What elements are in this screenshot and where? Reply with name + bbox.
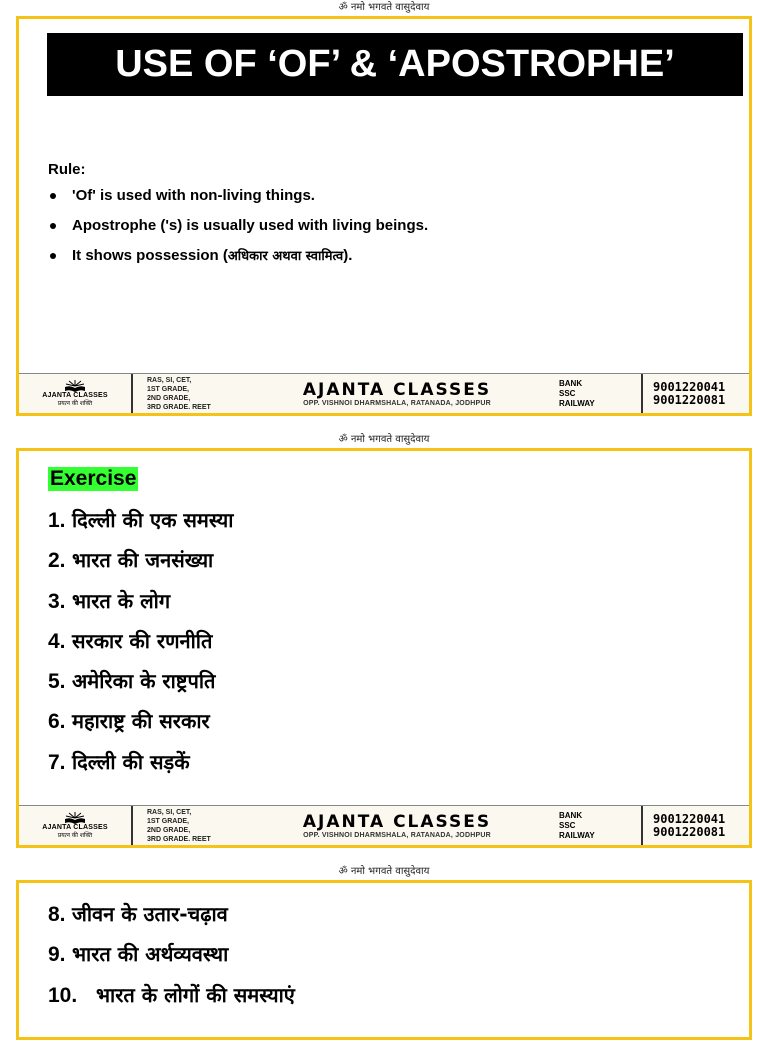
exercise-item [48, 626, 233, 666]
item-number: 4. [48, 629, 66, 653]
page-header: ॐ नमो भगवते वासुदेवाय [338, 434, 430, 445]
item-number: 7. [48, 750, 66, 774]
item-text: सरकार की रणनीति [72, 628, 213, 653]
institute-name: AJANTA CLASSES [302, 380, 492, 400]
grades-list [133, 374, 247, 413]
rule-text-suffix: ). [343, 247, 353, 264]
logo-name: AJANTA CLASSES [42, 392, 108, 399]
phone-number: 9001220081 [653, 392, 726, 407]
phone-number: 9001220041 [653, 811, 726, 826]
grade-item: RAS, SI, CET, [147, 808, 192, 816]
rule-item [48, 246, 428, 276]
phone-numbers [643, 374, 749, 413]
rule-item [48, 216, 428, 246]
item-text: दिल्ली की एक समस्या [72, 508, 234, 532]
rule-text: 'Of' is used with non-living things. [72, 187, 315, 204]
item-number: 10. [48, 983, 78, 1007]
item-text: जीवन के उतार-चढ़ाव [72, 902, 228, 926]
grade-item: 2ND GRADE, [147, 826, 191, 834]
grades-list [133, 806, 247, 845]
item-text: भारत के लोग [72, 588, 171, 613]
grade-item: 3RD GRADE. REET [147, 835, 211, 843]
exercise-item [48, 747, 233, 787]
slide-title: USE OF ‘OF’ & ‘APOSTROPHE’ [47, 33, 743, 96]
exam-item: SSC [559, 388, 576, 398]
exercise-item [48, 939, 295, 979]
exercise-item [48, 586, 233, 626]
logo-tagline: प्रयत्न की शक्ति [57, 400, 93, 407]
rule-block [48, 161, 428, 276]
item-number: 5. [48, 670, 66, 694]
grade-item: 3RD GRADE. REET [147, 403, 211, 411]
exercise-list [48, 505, 233, 787]
item-number: 6. [48, 710, 66, 734]
exercise-item [48, 899, 295, 939]
institute-name: AJANTA CLASSES [302, 812, 492, 832]
exam-item: SSC [559, 820, 576, 830]
item-number: 8. [48, 903, 66, 926]
grade-item: 2ND GRADE, [147, 394, 191, 402]
grade-item: 1ST GRADE, [147, 385, 190, 393]
exams-list [547, 806, 643, 845]
institute-logo [19, 374, 133, 413]
rule-text: Apostrophe ('s) is usually used with living beings. [72, 217, 429, 234]
exercise-item [48, 706, 233, 746]
institute-banner [247, 806, 547, 845]
slide-exercise [16, 448, 752, 848]
sunburst-book-icon [63, 812, 87, 824]
slide-exercise-continued [16, 880, 752, 1040]
exam-item: BANK [559, 378, 583, 388]
footer-banner [19, 805, 749, 845]
institute-logo [19, 806, 133, 845]
exam-item: RAILWAY [559, 830, 595, 840]
institute-address: OPP. VISHNOI DHARMSHALA, RATANADA, JODHPUR [303, 832, 491, 839]
item-number: 2. [48, 549, 66, 573]
logo-tagline: प्रयत्न की शक्ति [57, 832, 93, 839]
item-text: महाराष्ट्र की सरकार [72, 709, 210, 734]
exams-list [547, 374, 643, 413]
exam-item: RAILWAY [559, 398, 595, 408]
item-text: भारत की अर्थव्यवस्था [72, 942, 229, 967]
item-number: 9. [48, 943, 66, 967]
phone-number: 9001220041 [653, 379, 726, 394]
grade-item: RAS, SI, CET, [147, 376, 192, 384]
grade-item: 1ST GRADE, [147, 817, 190, 825]
item-text: भारत की जनसंख्या [72, 548, 214, 573]
rule-hindi-text: अधिकार अथवा स्वामित्व [227, 249, 344, 264]
exercise-item [48, 545, 233, 585]
page-header: ॐ नमो भगवते वासुदेवाय [338, 2, 430, 13]
item-number: 1. [48, 509, 66, 532]
item-text: दिल्ली की सड़कें [72, 749, 190, 774]
item-number: 3. [48, 589, 66, 613]
exam-item: BANK [559, 810, 583, 820]
phone-numbers [643, 806, 749, 845]
footer-banner [19, 373, 749, 413]
slide-rule [16, 16, 752, 416]
institute-banner [247, 374, 547, 413]
exercise-list [48, 899, 295, 1020]
exercise-item [48, 666, 233, 706]
item-text: अमेरिका के राष्ट्रपति [72, 669, 216, 694]
exercise-item [48, 980, 295, 1020]
rule-text: It shows possession ( [72, 247, 228, 264]
exercise-item [48, 505, 233, 545]
sunburst-book-icon [63, 380, 87, 392]
logo-name: AJANTA CLASSES [42, 824, 108, 831]
institute-address: OPP. VISHNOI DHARMSHALA, RATANADA, JODHPUR [303, 400, 491, 407]
rule-item [48, 186, 428, 216]
phone-number: 9001220081 [653, 824, 726, 839]
page-header: ॐ नमो भगवते वासुदेवाय [338, 866, 430, 877]
exercise-label: Exercise [50, 467, 137, 490]
item-text: भारत के लोगों की समस्याएं [96, 982, 295, 1007]
rule-heading: Rule: [48, 161, 86, 178]
